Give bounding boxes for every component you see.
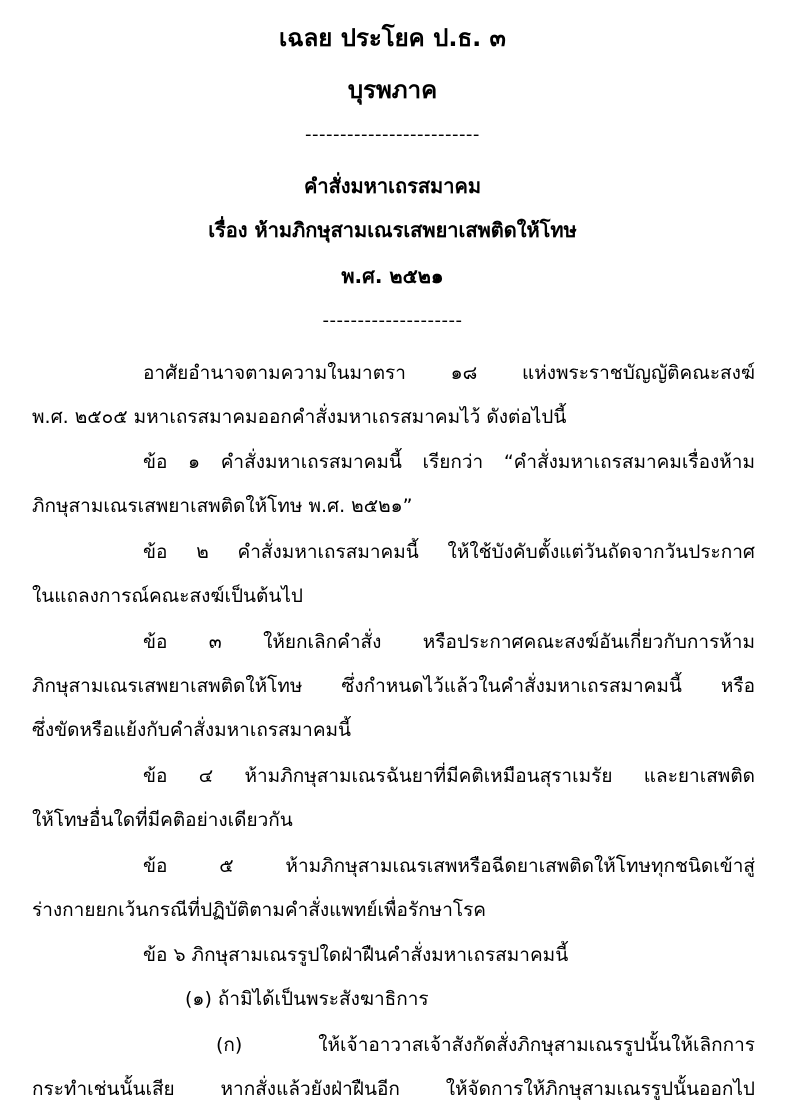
clause-5: ข้อ ๕ ห้ามภิกษุสามเณรเสพหรือฉีดยาเสพติดให้โทษทุกชนิดเข้าสู่ <box>143 855 755 877</box>
clause-3: ข้อ ๓ ให้ยกเลิกคำสั่ง หรือประกาศคณะสงฆ์อันเกี่ยวกับการห้าม <box>143 631 755 653</box>
clause-6: ข้อ ๖ ภิกษุสามเณรรูปใดฝ่าฝืนคำสั่งมหาเถรสมาคมนี้ <box>143 944 569 966</box>
body-line: อาศัยอำนาจตามความในมาตรา ๑๘ แห่งพระราชบัญญัติคณะสงฆ์ <box>143 362 755 384</box>
subclause-1: (๑) ถ้ามิได้เป็นพระสังฆาธิการ <box>185 988 429 1010</box>
body-line: ภิกษุสามเณรเสพยาเสพติดให้โทษ พ.ศ. ๒๕๒๑” <box>32 495 413 517</box>
order-title: คำสั่งมหาเถรสมาคม <box>303 174 482 198</box>
section-title: บุรพภาค <box>347 76 438 104</box>
body-line: พ.ศ. ๒๕๐๕ มหาเถรสมาคมออกคำสั่งมหาเถรสมาคมไว้ ดังต่อไปนี้ <box>32 406 567 428</box>
body-line: ในแถลงการณ์คณะสงฆ์เป็นต้นไป <box>32 585 303 607</box>
clause-2: ข้อ ๒ คำสั่งมหาเถรสมาคมนี้ ให้ใช้บังคับตั้งแต่วันถัดจากวันประกาศ <box>143 541 755 563</box>
body-line: ร่างกายยกเว้นกรณีที่ปฏิบัติตามคำสั่งแพทย์เพื่อรักษาโรค <box>32 899 486 921</box>
body-line: ซึ่งขัดหรือแย้งกับคำสั่งมหาเถรสมาคมนี้ <box>32 719 352 741</box>
body-line: กระทำเช่นนั้นเสีย หากสั่งแล้วยังฝ่าฝืนอีก ให้จัดการให้ภิกษุสามเณรรูปนั้นออกไป <box>32 1078 755 1100</box>
clause-1: ข้อ ๑ คำสั่งมหาเถรสมาคมนี้ เรียกว่า “คำสั่งมหาเถรสมาคมเรื่องห้าม <box>143 451 755 473</box>
document-title: เฉลย ประโยค ป.ธ. ๓ <box>279 24 506 52</box>
body-line: ภิกษุสามเณรเสพยาเสพติดให้โทษ ซึ่งกำหนดไว้แล้วในคำสั่งมหาเถรสมาคมนี้ หรือ <box>32 675 755 697</box>
divider-top: ------------------------- <box>305 124 480 145</box>
subclause-a: (ก) ให้เจ้าอาวาสเจ้าสังกัดสั่งภิกษุสามเณรรูปนั้นให้เลิกการ <box>216 1034 755 1056</box>
body-line: ให้โทษอื่นใดที่มีคติอย่างเดียวกัน <box>32 809 293 831</box>
divider-bottom: -------------------- <box>322 310 463 331</box>
order-subject: เรื่อง ห้ามภิกษุสามเณรเสพยาเสพติดให้โทษ <box>208 218 577 242</box>
order-year: พ.ศ. ๒๕๒๑ <box>341 264 444 288</box>
clause-4: ข้อ ๔ ห้ามภิกษุสามเณรฉันยาที่มีคติเหมือนสุราเมรัย และยาเสพติด <box>143 765 755 787</box>
